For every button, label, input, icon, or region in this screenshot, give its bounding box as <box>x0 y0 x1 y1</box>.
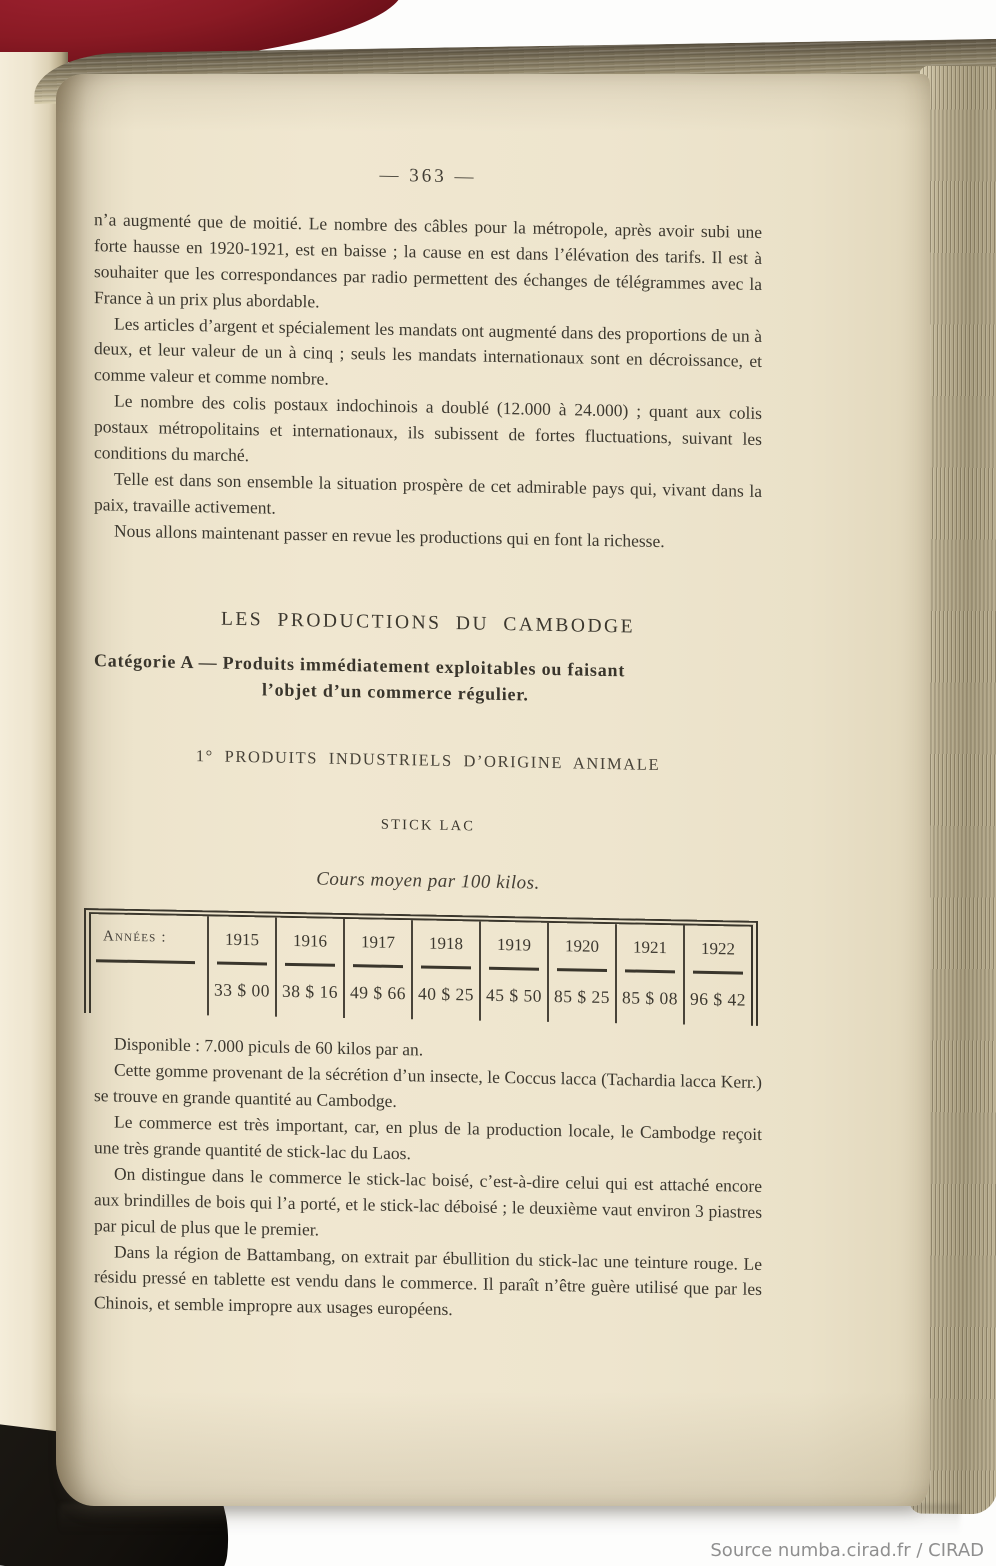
book-page <box>56 74 930 1506</box>
categorie-heading-line1: Catégorie A — Produits immédiatement exploitables ou faisant <box>94 649 626 680</box>
table-year-column <box>343 919 411 1019</box>
source-attribution: Source numba.cirad.fr / CIRAD <box>710 1540 984 1561</box>
table-year-header: 1916 <box>293 930 327 951</box>
body-paragraph: Dans la région de Battambang, on extrait par ébullition du stick-lac une teinture rouge. Le résidu pressé en tablette est vendu dans le commerce. Il paraît n’être guère utilisé que par les Chinois, et semble impropre aux usages européens. <box>94 1241 762 1320</box>
body-paragraph: Le nombre des colis postaux indochinois a doublé (12.000 à 24.000) ; quant aux colis postaux métropolitains et internationaux, ils subissent de fortes fluctuations, suivant les conditions du marché. <box>94 390 762 466</box>
subsection-heading: 1° PRODUITS INDUSTRIELS D’ORIGINE ANIMALE <box>195 745 661 774</box>
table-year-column <box>275 918 343 1018</box>
page-number: — 363 — <box>379 164 477 188</box>
table-price-value: 38 $ 16 <box>282 980 338 1002</box>
body-paragraph: On distingue dans le commerce le stick-lac boisé, c’est-à-dire celui qui est attaché encore aux brindilles de bois qui l’a porté, et le stick-lac déboisé ; le deuxième vaut environ 3 piastres par picul de plus que le premier. <box>94 1163 762 1240</box>
body-paragraph: Cette gomme provenant de la sécrétion d’un insecte, le Coccus lacca (Tachardia lacca Kerr.) se trouve en grande quantité au Cambodge. <box>94 1059 762 1112</box>
table-year-column <box>479 922 547 1022</box>
table-year-column <box>615 924 683 1024</box>
table-year-header: 1920 <box>565 936 599 956</box>
table-row-label: Années : <box>103 928 167 946</box>
table-price-value: 85 $ 25 <box>554 985 610 1007</box>
table-year-header: 1922 <box>701 938 735 959</box>
table-price-value: 49 $ 66 <box>350 981 406 1004</box>
body-paragraph: Nous allons maintenant passer en revue les productions qui en font la richesse. <box>114 520 665 551</box>
table-year-column <box>207 917 275 1017</box>
price-table <box>84 908 758 1026</box>
product-heading: STICK LAC <box>380 816 476 834</box>
body-paragraph: n’a augmenté que de moitié. Le nombre des câbles pour la métropole, après avoir subi une forte hausse en 1920-1921, est en baisse ; la cause en est dans l’élévation des tarifs. Il est à souhaiter que les correspondances par radio permettent des échanges de télégrammes avec la France à un prix plus abordable. <box>94 209 762 312</box>
table-year-column <box>411 921 479 1021</box>
table-year-header: 1919 <box>497 934 531 955</box>
body-paragraph: Disponible : 7.000 piculs de 60 kilos par an. <box>114 1033 424 1060</box>
table-price-value: 45 $ 50 <box>486 984 542 1006</box>
table-caption: Cours moyen par 100 kilos. <box>316 868 540 895</box>
table-year-header: 1915 <box>225 929 259 950</box>
page-bottom-shadow <box>60 1504 960 1534</box>
table-price-value: 96 $ 42 <box>690 988 746 1010</box>
page-content <box>94 157 762 1329</box>
table-year-header: 1921 <box>633 937 667 958</box>
table-label-column <box>91 914 207 1015</box>
table-price-value: 85 $ 08 <box>622 987 678 1009</box>
body-paragraph: Le commerce est très important, car, en plus de la production locale, le Cambodge reçoit une très grande quantité de stick-lac du Laos. <box>94 1111 762 1164</box>
table-price-value: 33 $ 00 <box>214 979 270 1001</box>
table-rule <box>96 960 196 965</box>
body-paragraph: Les articles d’argent et spécialement les mandats ont augmenté dans des proportions de un à deux, et leur valeur de un à cinq ; seuls les mandats internationaux sont en décroissance, et comme valeur et comme nombre. <box>94 313 762 390</box>
section-title: LES PRODUCTIONS DU CAMBODGE <box>220 608 636 638</box>
table-price-value: 40 $ 25 <box>418 983 474 1005</box>
categorie-heading <box>94 647 762 712</box>
table-year-header: 1918 <box>429 933 463 954</box>
table-year-column <box>547 923 615 1023</box>
table-year-column <box>683 926 751 1026</box>
categorie-heading-line2: l’objet d’un commerce régulier. <box>262 678 529 705</box>
body-paragraph: Telle est dans son ensemble la situation prospère de cet admirable pays qui, vivant dans la paix, travaille activement. <box>94 468 762 518</box>
table-year-header: 1917 <box>361 932 395 952</box>
